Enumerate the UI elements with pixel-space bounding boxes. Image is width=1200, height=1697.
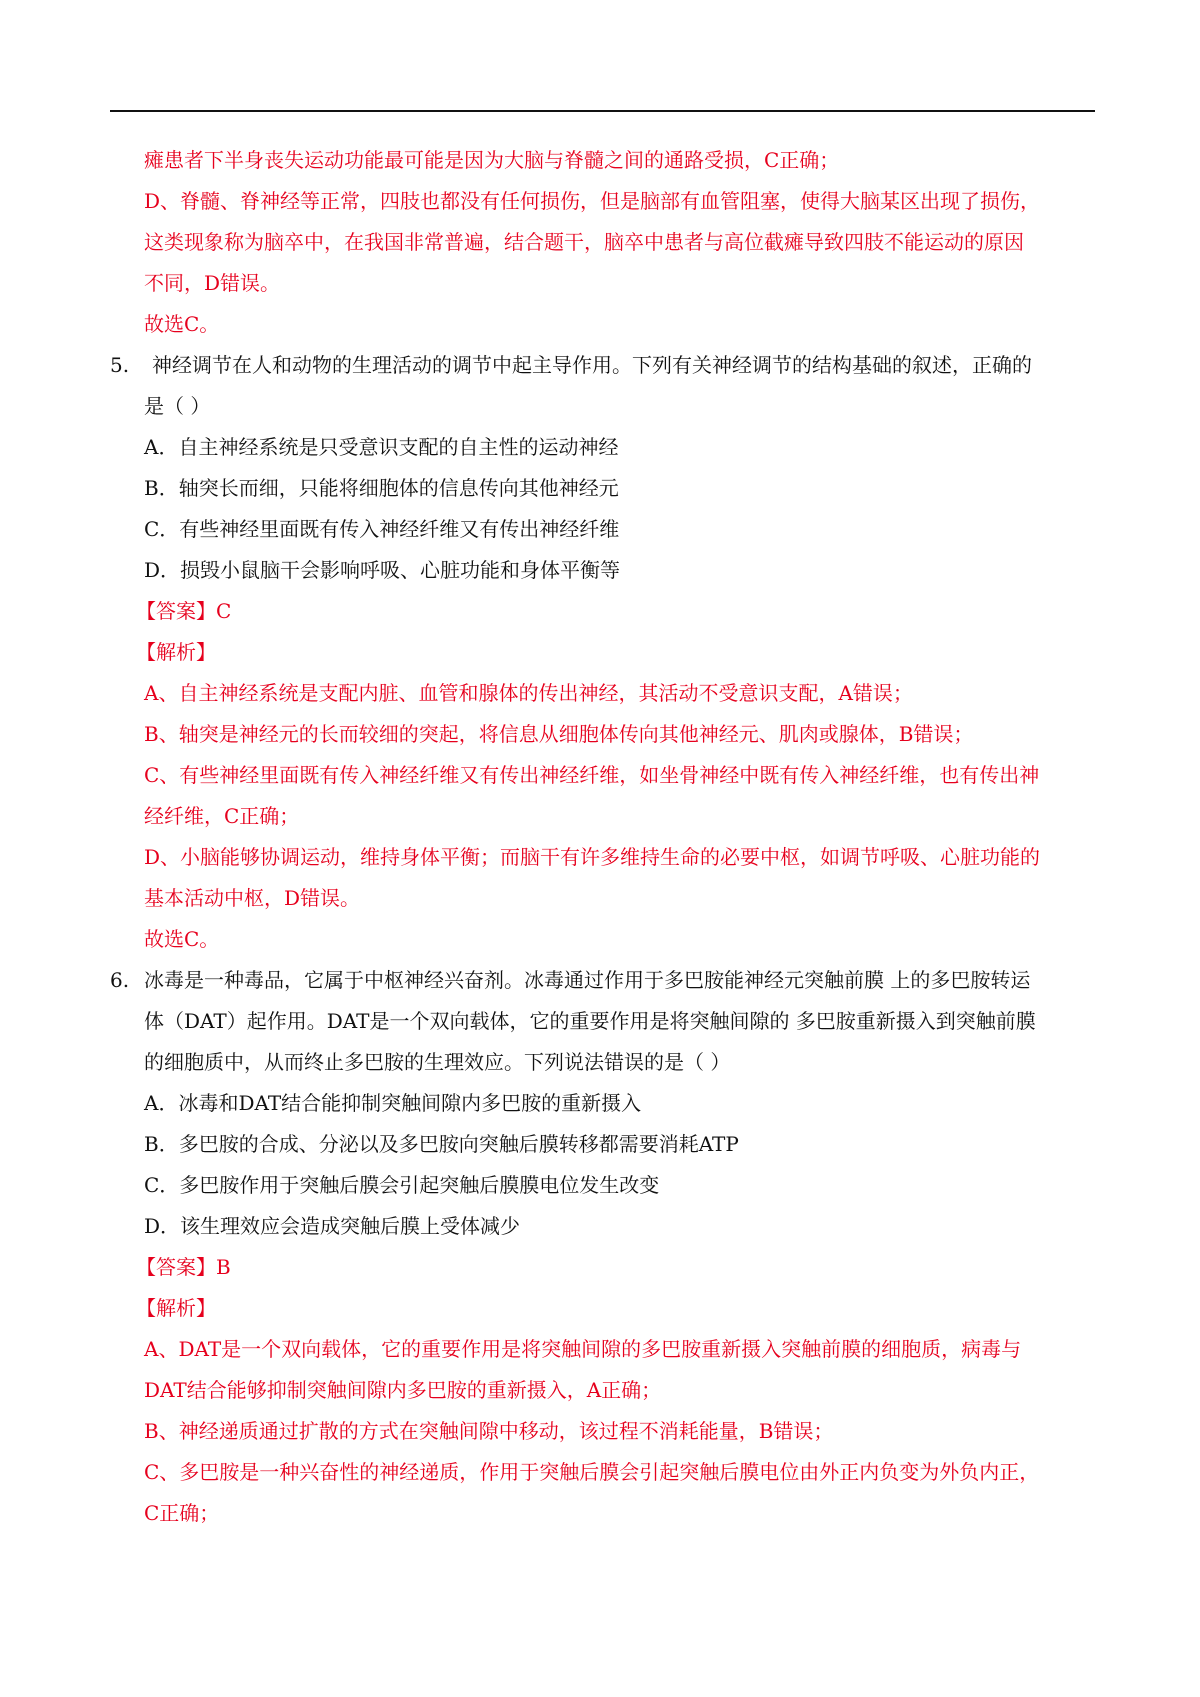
q5-analysis-line-1: A、自主神经系统是支配内脏、血管和腺体的传出神经，其活动不受意识支配，A错误；: [144, 681, 913, 705]
prev-analysis-d-line-2: 这类现象称为脑卒中，在我国非常普遍，结合题干，脑卒中患者与高位截瘫导致四肢不能运动的原因: [144, 230, 1024, 254]
q6-stem-line-3: 的细胞质中，从而终止多巴胺的生理效应。下列说法错误的是（ ）: [144, 1050, 731, 1074]
q6-analysis-label: 【解析】: [136, 1296, 216, 1320]
q6-stem-line-1: 冰毒是一种毒品，它属于中枢神经兴奋剂。冰毒通过作用于多巴胺能神经元突触前膜 上的多巴胺转运: [144, 968, 1031, 992]
prev-analysis-d-line-1: D、脊髓、脊神经等正常，四肢也都没有任何损伤，但是脑部有血管阻塞，使得大脑某区出现了损伤，: [144, 189, 1041, 213]
q5-analysis-line-3: C、有些神经里面既有传入神经纤维又有传出神经纤维，如坐骨神经中既有传入神经纤维，也有传出神: [144, 763, 1040, 787]
prev-analysis-d-line-3: 不同，D错误。: [144, 271, 281, 295]
q5-option-d: D．损毁小鼠脑干会影响呼吸、心脏功能和身体平衡等: [144, 558, 621, 582]
q5-analysis-line-5: D、小脑能够协调运动，维持身体平衡；而脑干有许多维持生命的必要中枢，如调节呼吸、心脏功能的: [144, 845, 1041, 869]
q6-analysis-line-2: DAT结合能够抑制突触间隙内多巴胺的重新摄入，A正确；: [144, 1378, 662, 1402]
q5-stem-line-2: 是（ ）: [144, 394, 211, 418]
q6-option-c: C．多巴胺作用于突触后膜会引起突触后膜膜电位发生改变: [144, 1173, 660, 1197]
q5-answer: 【答案】C: [136, 599, 232, 623]
q5-stem-line-1: 神经调节在人和动物的生理活动的调节中起主导作用。下列有关神经调节的结构基础的叙述，正确的: [152, 353, 1032, 377]
q6-option-b: B．多巴胺的合成、分泌以及多巴胺向突触后膜转移都需要消耗ATP: [144, 1132, 739, 1156]
q6-analysis-line-1: A、DAT是一个双向载体，它的重要作用是将突触间隙的多巴胺重新摄入突触前膜的细胞质，病毒与: [144, 1337, 1022, 1361]
q5-analysis-line-2: B、轴突是神经元的长而较细的突起，将信息从细胞体传向其他神经元、肌肉或腺体，B错误；: [144, 722, 974, 746]
q5-analysis-line-6: 基本活动中枢，D错误。: [144, 886, 361, 910]
prev-analysis-c-end: 瘫患者下半身丧失运动功能最可能是因为大脑与脊髓之间的通路受损，C正确；: [144, 148, 840, 172]
q5-option-a: A．自主神经系统是只受意识支配的自主性的运动神经: [144, 435, 619, 459]
header-rule: [110, 110, 1095, 112]
q6-option-d: D．该生理效应会造成突触后膜上受体减少: [144, 1214, 521, 1238]
q6-analysis-line-5: C正确；: [144, 1501, 220, 1525]
q5-option-b: B．轴突长而细，只能将细胞体的信息传向其他神经元: [144, 476, 619, 500]
q5-option-c: C．有些神经里面既有传入神经纤维又有传出神经纤维: [144, 517, 620, 541]
q6-analysis-line-3: B、神经递质通过扩散的方式在突触间隙中移动，该过程不消耗能量，B错误；: [144, 1419, 834, 1443]
q5-analysis-label: 【解析】: [136, 640, 216, 664]
q6-stem-line-2: 体（DAT）起作用。DAT是一个双向载体，它的重要作用是将突触间隙的 多巴胺重新摄入到突触前膜: [144, 1009, 1036, 1033]
q5-conclusion: 故选C。: [144, 927, 220, 951]
q6-number: 6.: [110, 968, 130, 992]
q6-answer: 【答案】B: [136, 1255, 231, 1279]
q5-analysis-line-4: 经纤维，C正确；: [144, 804, 300, 828]
prev-conclusion: 故选C。: [144, 312, 220, 336]
q5-number: 5.: [110, 353, 130, 377]
q6-option-a: A．冰毒和DAT结合能抑制突触间隙内多巴胺的重新摄入: [144, 1091, 642, 1115]
q6-analysis-line-4: C、多巴胺是一种兴奋性的神经递质，作用于突触后膜会引起突触后膜电位由外正内负变为外负内正，: [144, 1460, 1040, 1484]
